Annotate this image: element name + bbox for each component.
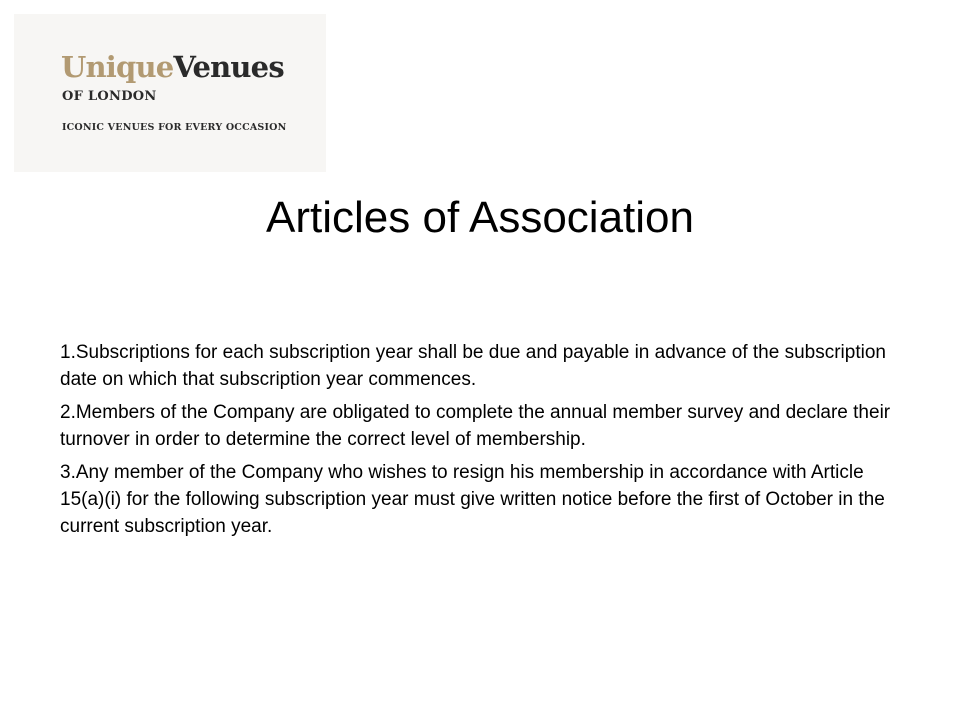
slide-title: Articles of Association <box>266 193 694 242</box>
logo <box>14 14 326 172</box>
logo-subtitle: OF LONDON <box>62 89 157 104</box>
article-item: 3.Any member of the Company who wishes to resign his membership in accordance with Article 15(a)(i) for the following subscription year must give written notice before the first of October in the current subscription year. <box>60 462 885 537</box>
articles-list <box>60 339 910 546</box>
logo-brand <box>61 50 284 84</box>
article-item: 1.Subscriptions for each subscription year shall be due and payable in advance of the subscription date on which that subscription year commences. <box>60 342 886 390</box>
logo-brand-unique: Unique <box>61 50 174 84</box>
logo-brand-venues: Venues <box>173 50 284 84</box>
logo-tagline: ICONIC VENUES FOR EVERY OCCASION <box>62 122 287 133</box>
article-item: 2.Members of the Company are obligated to complete the annual member survey and declare their turnover in order to determine the correct level of membership. <box>60 402 891 450</box>
